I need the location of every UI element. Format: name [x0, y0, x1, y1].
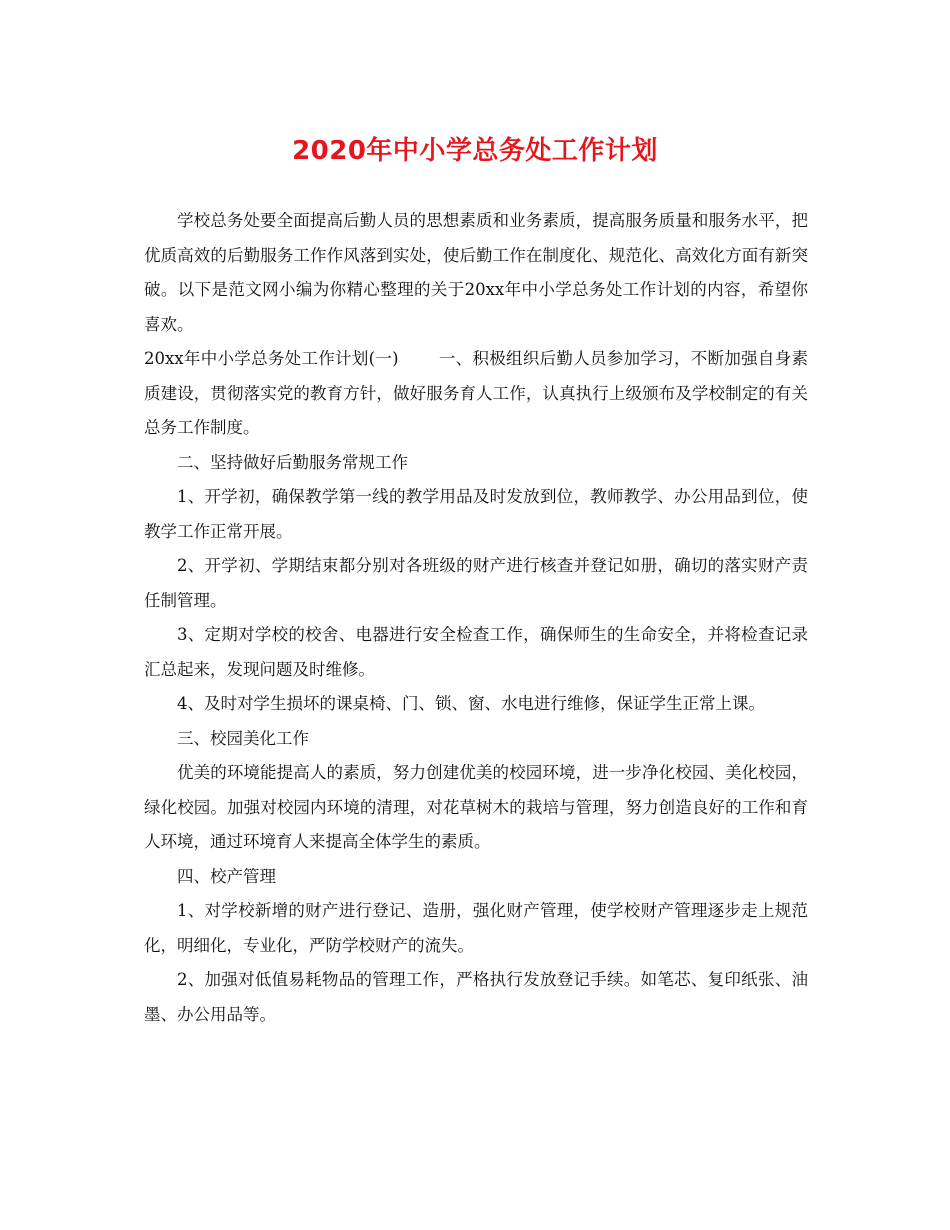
routine-item-1: 1、开学初，确保教学第一线的教学用品及时发放到位，教师教学、办公用品到位，使教学工作正常开展。 [144, 487, 808, 541]
plan-first-item: 一、积极组织后勤人员参加学习，不断加强自身素质建设，贯彻落实党的教育方针，做好服务育人工作，认真执行上级颁布及学校制定的有关总务工作制度。 [144, 349, 809, 437]
document-title: 2020年中小学总务处工作计划 [292, 136, 658, 166]
routine-item-3: 3、定期对学校的校舍、电器进行安全检查工作，确保师生的生命安全，并将检查记录汇总起来，发现问题及时维修。 [144, 625, 808, 679]
plan-heading: 20xx年中小学总务处工作计划(一) [144, 349, 399, 368]
section-heading-campus-beautification: 三、校园美化工作 [177, 728, 309, 748]
intro-paragraph: 学校总务处要全面提高后勤人员的思想素质和业务素质，提高服务质量和服务水平，把优质高效的后勤服务工作作风落到实处，使后勤工作在制度化、规范化、高效化方面有新突破。以下是范文网小编为你精心整理的关于20xx年中小学总务处工作计划的内容，希望你喜欢。 [144, 211, 808, 334]
routine-item-4: 4、及时对学生损坏的课桌椅、门、锁、窗、水电进行维修，保证学生正常上课。 [177, 694, 765, 713]
section-heading-school-property: 四、校产管理 [177, 866, 276, 886]
routine-item-2: 2、开学初、学期结束都分别对各班级的财产进行核查并登记如册，确切的落实财产责任制管理。 [144, 556, 808, 610]
campus-beautification-paragraph: 优美的环境能提高人的素质，努力创建优美的校园环境，进一步净化校园、美化校园，绿化校园。加强对校园内环境的清理，对花草树木的栽培与管理，努力创造良好的工作和育人环境，通过环境育人来提高全体学生的素质。 [144, 763, 808, 851]
plan-paragraph [144, 342, 808, 446]
property-item-2: 2、加强对低值易耗物品的管理工作，严格执行发放登记手续。如笔芯、复印纸张、油墨、办公用品等。 [144, 970, 808, 1024]
property-item-1: 1、对学校新增的财产进行登记、造册，强化财产管理，使学校财产管理逐步走上规范化，明细化，专业化，严防学校财产的流失。 [144, 901, 808, 955]
document-body [144, 204, 808, 1032]
section-heading-routine-work: 二、坚持做好后勤服务常规工作 [177, 452, 408, 472]
